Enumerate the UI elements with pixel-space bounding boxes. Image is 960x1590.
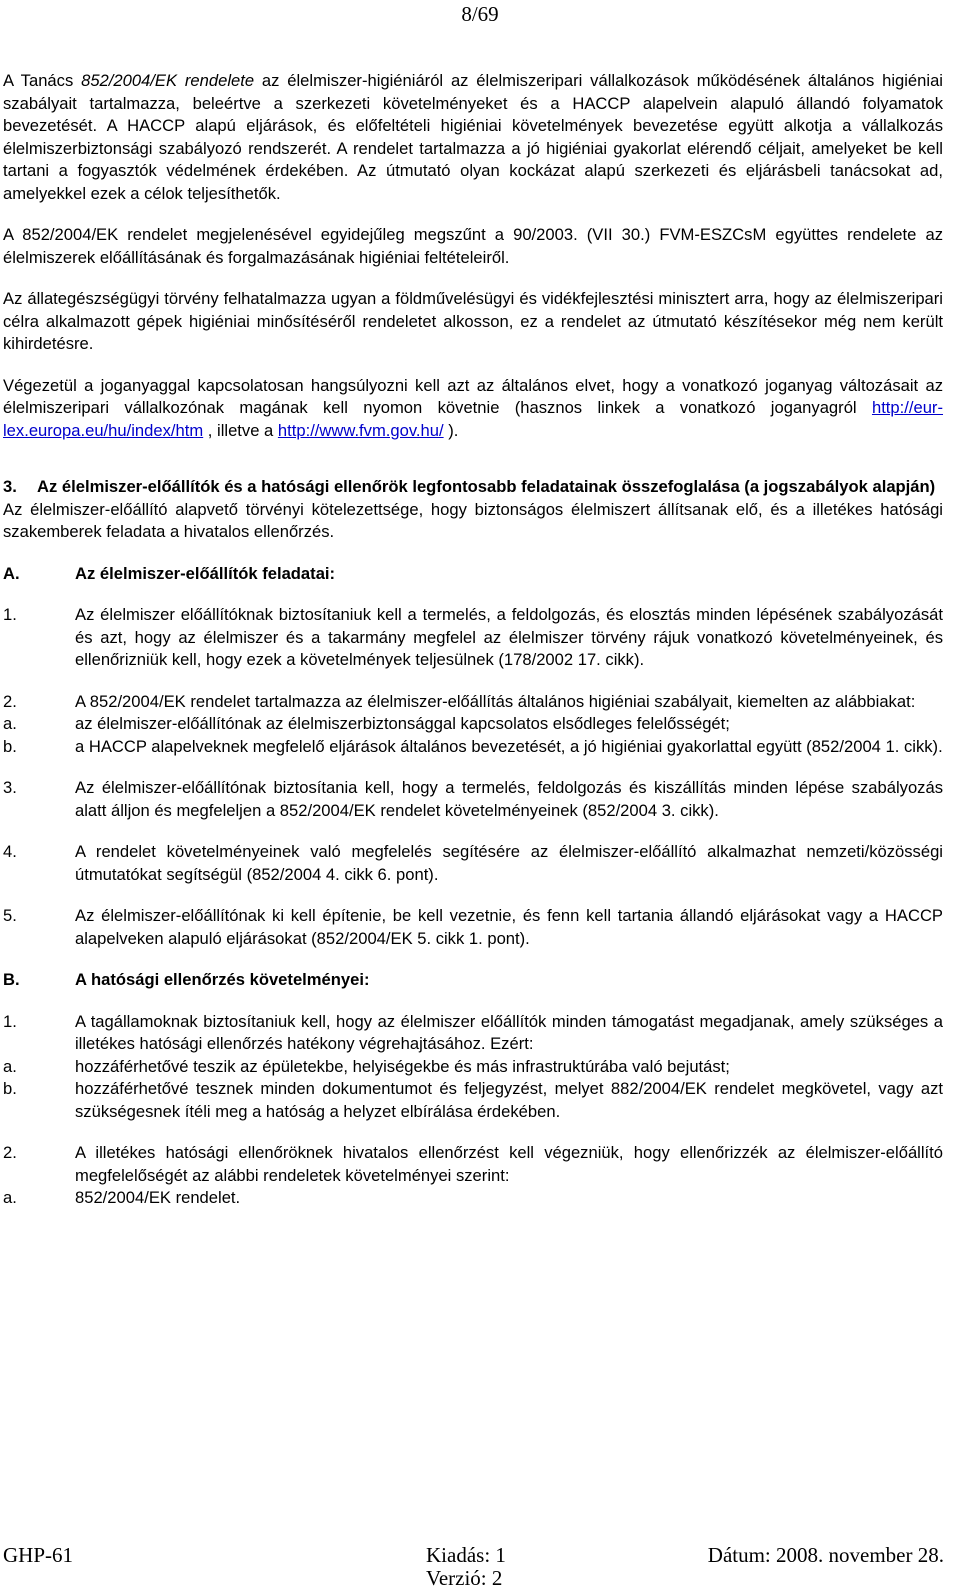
document-id: GHP-61 xyxy=(3,1543,74,1567)
section-title: Az élelmiszer-előállítók feladatai: xyxy=(75,563,336,583)
list-text: A rendelet követelményeinek való megfelelés segítésére az élelmiszer-előállító alkalmazhat nemzeti/közösségi útmutatókat segítségül (852/2004 4. cikk 6. pont). xyxy=(75,842,943,884)
section-title: A hatósági ellenőrzés követelményei: xyxy=(75,970,370,989)
version-label: Verzió: 2 xyxy=(426,1566,503,1590)
list-marker: 4. xyxy=(3,842,17,861)
list-item xyxy=(3,1056,943,1079)
intro-paragraph-3: Az állategészségügyi törvény felhatalmazza ugyan a földművelésügyi és vidékfejlesztési minisztert arra, hogy az élelmiszeripari célra alkalmazott gépek higiéniai minősítéséről rendeletet alkosson, ez a rendelet az útmutató készítésekor még nem került kihirdetésre. xyxy=(3,289,943,353)
section-letter: B. xyxy=(3,970,20,989)
intro-text: az élelmiszer-higiéniáról az élelmiszeripari vállalkozások működésének általános higiéniai szabályait tartalmazza, beleértve a szerkezeti követelményeket és a HACCP alapelvein alapuló állandó folyamatok bevezetését. A HACCP alapú eljárások, és előfeltételi higiéniai követelmények bevezetése együtt alkotja a vállalkozás élelmiszerbiztonsági szabályozó rendszerét. A rendelet tartalmazza a jó higiéniai gyakorlat elérendő céljait, amelyeket be kell tartani a fogyasztók védelmének érdekében. Az útmutató olyan kockázat alapú szerkezeti és eljárásbeli tanácsokat ad, amelyekkel ezek a célok teljesíthetők. xyxy=(3,71,943,203)
section-b-heading xyxy=(3,969,943,992)
list-text: A tagállamoknak biztosítaniuk kell, hogy az élelmiszer előállítók minden támogatást megadjanak, amely szükséges a illetékes hatósági ellenőrzés hatékony végrehajtásához. Ezért: xyxy=(75,1011,943,1053)
section-3-heading xyxy=(3,476,943,499)
date-label: Dátum: 2008. november 28. xyxy=(707,1543,944,1567)
list-text: hozzáférhetővé teszik az épületekbe, helyiségekbe és más infrastruktúrába való bejutást; xyxy=(75,1056,730,1076)
intro-text: Végezetül a joganyaggal kapcsolatosan hangsúlyozni kell azt az általános elvet, hogy a vonatkozó joganyag változásait az élelmiszeripari vállalkozónak magának kell nyomon követnie (hasznos linkek a vonatkozó joganyagról xyxy=(3,375,943,417)
list-item xyxy=(3,1078,943,1123)
section-letter: A. xyxy=(3,563,20,583)
eur-lex-link[interactable]: http://eur-lex.europa.eu/hu/index/htm xyxy=(3,398,943,440)
list-item xyxy=(3,1011,943,1056)
list-marker: a. xyxy=(3,1056,17,1076)
list-marker: a. xyxy=(3,714,17,733)
fvm-link[interactable]: http://www.fvm.gov.hu/ xyxy=(277,420,444,440)
section-3-intro: Az élelmiszer-előállító alapvető törvényi kötelezettsége, hogy biztonságos élelmiszert állítsanak elő, és a illetékes hatósági szakemberek feladata a hivatalos ellenőrzés. xyxy=(3,499,943,541)
list-marker: 5. xyxy=(3,906,17,925)
list-item xyxy=(3,905,943,950)
list-marker: 3. xyxy=(3,778,17,797)
intro-paragraph-4 xyxy=(3,375,943,443)
list-marker: a. xyxy=(3,1188,17,1207)
intro-text: , illetve a xyxy=(203,420,278,440)
list-text: Az élelmiszer-előállítónak ki kell építenie, be kell vezetnie, és fenn kell tartania állandó eljárásokat vagy a HACCP alapelveken alapuló eljárásokat (852/2004/EK 5. cikk 1. pont). xyxy=(75,906,943,948)
list-text: 852/2004/EK rendelet. xyxy=(75,1188,241,1207)
list-item xyxy=(3,1187,943,1210)
list-text: hozzáférhetővé tesznek minden dokumentumot és feljegyzést, melyet 882/2004/EK rendelet megkövetel, vagy azt szükségesnek ítéli meg a hatóság a helyzet elbírálása érdekében. xyxy=(75,1079,943,1121)
section-a-heading xyxy=(3,563,943,586)
list-item xyxy=(3,691,943,714)
intro-paragraph-2: A 852/2004/EK rendelet megjelenésével egyidejűleg megszűnt a 90/2003. (VII 30.) FVM-ESZCsM együttes rendelete az élelmiszerek előállításának és forgalmazásának higiéniai feltételeiről. xyxy=(3,225,943,267)
list-marker: 1. xyxy=(3,1011,17,1031)
edition-label: Kiadás: 1 xyxy=(426,1543,506,1567)
list-marker: b. xyxy=(3,1079,17,1098)
list-marker: 2. xyxy=(3,1143,17,1162)
intro-paragraph-1 xyxy=(3,70,943,205)
intro-text: A Tanács xyxy=(3,71,82,90)
list-marker: 1. xyxy=(3,605,17,624)
list-item xyxy=(3,736,943,759)
regulation-reference: 852/2004/EK rendelete xyxy=(81,71,255,90)
list-item xyxy=(3,604,943,672)
page-content xyxy=(3,70,943,1210)
list-marker: b. xyxy=(3,736,17,756)
section-number: 3. xyxy=(3,477,17,496)
list-item xyxy=(3,1142,943,1187)
list-item xyxy=(3,713,943,736)
section-title: Az élelmiszer-előállítók és a hatósági ellenőrök legfontosabb feladatainak összefoglalása (a jogszabályok alapján) xyxy=(37,477,936,496)
list-text: Az élelmiszer-előállítónak biztosítania kell, hogy a termelés, feldolgozás és kiszállítás minden lépése szabályozás alatt álljon és megfeleljen a 852/2004/EK rendelet követelményeinek (852/2004 3. cikk). xyxy=(75,778,943,820)
list-text: a HACCP alapelveknek megfelelő eljárások általános bevezetését, a jó higiéniai gyakorlattal együtt (852/2004 1. cikk). xyxy=(75,736,943,756)
list-item xyxy=(3,777,943,822)
page-footer xyxy=(0,1544,960,1589)
list-text: az élelmiszer-előállítónak az élelmiszerbiztonsággal kapcsolatos elsődleges felelősségét; xyxy=(75,714,730,733)
list-text: A 852/2004/EK rendelet tartalmazza az élelmiszer-előállítás általános higiéniai szabályait, kiemelten az alábbiakat: xyxy=(75,691,916,711)
intro-text: ). xyxy=(443,420,459,440)
list-marker: 2. xyxy=(3,691,17,711)
list-text: A illetékes hatósági ellenőröknek hivatalos ellenőrzést kell végezniük, hogy ellenőrizzék az élelmiszer-előállító megfelelőségét az alábbi rendeletek követelményei szerint: xyxy=(75,1143,943,1185)
page-number: 8/69 xyxy=(461,2,499,26)
list-text: Az élelmiszer előállítóknak biztosítaniuk kell a termelés, a feldolgozás, és elosztás minden lépésének szabályozását és azt, hogy az élelmiszer és a takarmány megfelel az élelmiszer törvény rájuk vonatkozó követelményeinek, és ellenőrizniük kell, hogy ezek a követelmények teljesülnek (178/2002 17. cikk). xyxy=(75,605,943,669)
list-item xyxy=(3,841,943,886)
